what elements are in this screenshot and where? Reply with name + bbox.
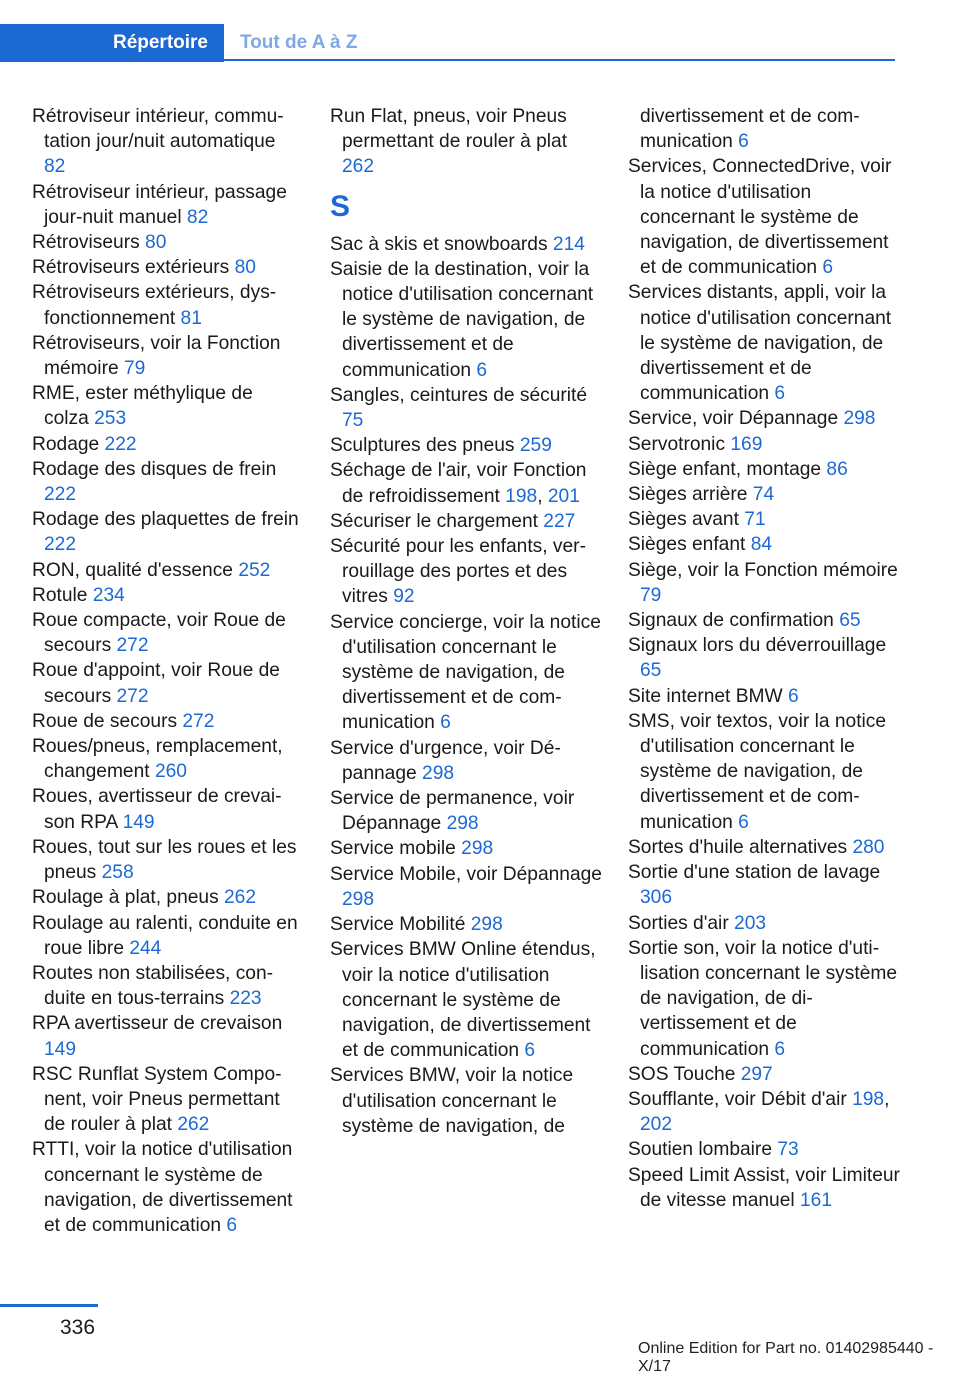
index-entry <box>330 836 602 861</box>
index-entry-text: RON, qualité d'essence <box>32 559 239 581</box>
index-entry <box>628 633 900 683</box>
index-entry-text: Rétroviseurs <box>32 232 146 254</box>
index-entry <box>32 835 300 885</box>
index-entry <box>32 709 300 734</box>
index-column-3 <box>628 104 900 1213</box>
index-entry <box>628 507 900 532</box>
page-link[interactable]: 203 <box>734 912 767 934</box>
index-entry-text: Service Mobile, voir Dépannage <box>330 863 602 885</box>
index-entry <box>32 583 300 608</box>
index-entry-text: Rotule <box>32 584 93 606</box>
page-link[interactable]: 161 <box>799 1189 832 1211</box>
index-entry <box>628 406 900 431</box>
index-entry <box>628 860 900 910</box>
index-entry-text: Service concierge, voir la notice d'utilisation concernant le système de navigation, de divertissement et de communication <box>330 611 601 734</box>
index-entry-text: Speed Limit Assist, voir Limiteur de vitesse manuel <box>628 1164 900 1211</box>
page-link[interactable]: 71 <box>744 509 766 531</box>
index-entry-text: Roues, avertisseur de crevaison RPA <box>32 786 282 833</box>
index-entry-text: Rétroviseur intérieur, commutation jour/nuit automatique <box>32 106 284 153</box>
index-entry-text: Sécuriser le chargement <box>330 510 544 532</box>
index-entry-text: Sièges avant <box>628 509 745 531</box>
index-entry <box>32 507 300 557</box>
index-entry-text: Rétroviseur intérieur, passage jour-nuit manuel <box>32 181 287 228</box>
index-entry <box>330 458 602 508</box>
index-entry <box>32 1137 300 1238</box>
index-entry-text: Routes non stabilisées, conduite en tous-terrains <box>32 962 274 1010</box>
page-link[interactable]: 6 <box>774 383 786 405</box>
page-link[interactable]: 6 <box>524 1040 536 1062</box>
page-link[interactable]: 298 <box>342 888 375 910</box>
index-entry <box>628 936 900 1062</box>
index-entry <box>32 255 300 280</box>
index-entry-text: Roulage à plat, pneus <box>32 887 225 909</box>
index-entry <box>32 381 300 431</box>
index-entry-text: Sièges enfant <box>628 534 751 556</box>
section-letter: S <box>330 189 351 223</box>
index-entry <box>32 457 300 507</box>
tab-repertoire-label: Répertoire <box>112 32 208 53</box>
index-entry-text: RME, ester méthylique de colza <box>32 383 253 430</box>
page-link[interactable]: 75 <box>342 410 364 432</box>
index-entry <box>628 432 900 457</box>
page-link[interactable]: 222 <box>44 534 77 556</box>
page-link[interactable]: 280 <box>852 836 885 858</box>
index-entry <box>628 911 900 936</box>
page-link[interactable]: 262 <box>224 887 257 909</box>
index-entry-text: Soutien lombaire <box>628 1139 778 1161</box>
page-link[interactable]: 6 <box>738 131 749 153</box>
index-entry-text: Rodage des disques de frein <box>32 458 277 480</box>
page-link[interactable]: 214 <box>552 233 585 255</box>
page-link[interactable]: 222 <box>44 484 77 506</box>
index-entry-text: Roues/pneus, remplacement, changement <box>32 736 283 783</box>
index-entry <box>628 1087 900 1137</box>
index-entry-text: Servotronic <box>628 433 731 455</box>
index-entry-text: RTTI, voir la notice d'utilisation concernant le système de navigation, de divertissement et de communication <box>32 1139 293 1236</box>
index-entry <box>32 558 300 583</box>
page-link[interactable]: 272 <box>116 635 149 657</box>
page-separator: , <box>884 1088 890 1110</box>
index-entry-text: Services BMW, voir la notice d'utilisation concernant le système de navigation, de <box>330 1065 574 1137</box>
index-entry-text: Site internet BMW <box>628 685 788 707</box>
index-entry-text: Service d'urgence, voir Dépannage <box>330 737 561 784</box>
index-entry <box>330 534 602 610</box>
index-entry-text: Run Flat, pneus, voir Pneus permettant de rouler à plat <box>330 106 568 153</box>
page-link[interactable]: 6 <box>476 359 488 381</box>
index-entry-text: Sortie d'une station de lavage <box>628 862 881 884</box>
page-link[interactable]: 92 <box>393 586 415 608</box>
index-entry-text: Sortes d'huile alternatives <box>628 836 853 858</box>
page-link[interactable]: 259 <box>519 435 552 457</box>
page-link[interactable]: 198 <box>852 1088 885 1110</box>
index-entry-text: Rétroviseurs, voir la Fonction mémoire <box>32 332 281 380</box>
page-number: 336 <box>60 1316 96 1339</box>
index-entry-text: Service, voir Dépannage <box>628 408 844 430</box>
index-entry-text: Signaux de confirmation <box>628 610 840 632</box>
index-entry-text: Rodage <box>32 433 105 455</box>
page-link[interactable]: 222 <box>104 433 137 455</box>
index-entry-text: Roue de secours <box>32 710 183 732</box>
index-entry <box>32 608 300 658</box>
page-link[interactable]: 298 <box>843 408 876 430</box>
index-entry <box>32 280 300 330</box>
index-entry-text: Sculptures des pneus <box>330 435 520 457</box>
page-link[interactable]: 79 <box>640 584 662 606</box>
page-link[interactable]: 201 <box>547 485 580 507</box>
page-link[interactable]: 6 <box>822 257 834 279</box>
edition-note: Online Edition for Part no. 01402985440 - X/17 <box>638 1340 934 1375</box>
tab-tout-de-a-a-z[interactable] <box>240 24 358 62</box>
page-link[interactable]: 258 <box>101 862 134 884</box>
index-entry <box>330 232 602 257</box>
page-link[interactable]: 198 <box>505 485 538 507</box>
tab-underline <box>224 59 895 61</box>
index-entry-text: Rétroviseurs extérieurs, dysfonctionnement <box>32 282 277 329</box>
index-entry <box>330 104 602 180</box>
page-link[interactable]: 227 <box>543 510 576 532</box>
index-entry-text: Roue compacte, voir Roue de secours <box>32 610 286 657</box>
page-link[interactable]: 234 <box>92 584 125 606</box>
index-entry-text: Services, ConnectedDrive, voir la notice d'utilisation concernant le système de navigation, de divertissement et de communication <box>628 156 892 279</box>
index-entry-text: Roue d'appoint, voir Roue de secours <box>32 660 280 707</box>
index-entry <box>628 1062 900 1087</box>
index-entry <box>628 532 900 557</box>
page-link[interactable]: 202 <box>640 1114 673 1136</box>
index-entry-text: Roues, tout sur les roues et les pneus <box>32 836 297 884</box>
index-entry <box>330 937 602 1063</box>
index-entry <box>628 482 900 507</box>
page-link[interactable]: 6 <box>440 712 451 734</box>
page-link[interactable]: 82 <box>186 206 209 228</box>
page-link[interactable]: 74 <box>752 484 775 506</box>
tab-tout-label: Tout de A à Z <box>240 32 358 53</box>
index-entry-text: Rodage des plaquettes de frein <box>32 509 299 531</box>
index-entry <box>32 331 300 381</box>
index-entry <box>628 1137 900 1162</box>
index-entry <box>32 911 300 961</box>
index-entry-text: Sac à skis et snowboards <box>330 233 553 255</box>
index-entry <box>628 104 900 154</box>
index-entry <box>330 1063 602 1139</box>
page-link[interactable]: 81 <box>180 307 202 329</box>
page-link[interactable]: 298 <box>461 838 494 860</box>
index-entry-text: RPA avertisseur de crevaison <box>32 1013 283 1035</box>
page-link[interactable]: 6 <box>738 811 749 833</box>
page-link[interactable]: 298 <box>422 762 455 784</box>
index-entry <box>330 912 602 937</box>
page-link[interactable]: 149 <box>44 1038 77 1060</box>
page-link[interactable]: 82 <box>44 156 66 178</box>
index-entry <box>330 257 602 383</box>
index-entry-text: Service Mobilité <box>330 914 471 936</box>
page-link[interactable]: 223 <box>229 988 262 1010</box>
page-link[interactable]: 65 <box>640 660 662 682</box>
index-entry <box>330 736 602 786</box>
index-entry-text: Sièges arrière <box>628 484 753 506</box>
index-entry <box>32 230 300 255</box>
index-entry <box>32 1062 300 1138</box>
index-entry <box>32 432 300 457</box>
index-entry-text: Sécurité pour les enfants, verrouillage des portes et des vitres <box>330 536 586 608</box>
index-entry-text: Signaux lors du déverrouillage <box>628 635 887 657</box>
index-entry-text: Services distants, appli, voir la notice d'utilisation concernant le système de navigation, de divertissement et de communication <box>628 282 892 405</box>
index-entry-text: divertissement et de communication <box>640 106 860 153</box>
index-entry-text: Séchage de l'air, voir Fonction de refroidissement <box>330 460 587 507</box>
index-entry-text: Siège enfant, montage <box>628 458 827 480</box>
index-entry-text: Soufflante, voir Débit d'air <box>628 1088 853 1110</box>
page-link[interactable]: 272 <box>182 710 215 732</box>
page-link[interactable]: 149 <box>122 811 155 833</box>
page-link[interactable]: 86 <box>826 458 848 480</box>
index-entry-text: Saisie de la destination, voir la notice d'utilisation concernant le système de navigation, de divertissement et de communication <box>330 258 594 381</box>
index-entry-text: Service mobile <box>330 838 462 860</box>
page-link[interactable]: 6 <box>787 685 799 707</box>
index-entry <box>330 786 602 836</box>
index-entry <box>628 154 900 280</box>
index-entry <box>330 383 602 433</box>
page-link[interactable]: 79 <box>123 358 146 380</box>
page-link[interactable]: 260 <box>154 761 187 783</box>
page-link[interactable]: 253 <box>94 408 127 430</box>
index-entry <box>32 104 300 180</box>
page-link[interactable]: 65 <box>839 610 861 632</box>
index-entry-text: Sangles, ceintures de sécurité <box>330 384 588 406</box>
index-entry <box>32 784 300 834</box>
index-entry <box>628 1163 900 1213</box>
index-entry <box>628 684 900 709</box>
index-entry-text: RSC Runflat System Component, voir Pneus permettant de rouler à plat <box>32 1063 282 1136</box>
index-entry-text: Service de permanence, voir Dépannage <box>330 788 575 835</box>
index-entry-text: Services BMW Online étendus, voir la notice d'utilisation concernant le système de navigation, de divertissement et de communication <box>330 939 596 1062</box>
index-entry <box>32 734 300 784</box>
index-entry <box>330 610 602 736</box>
page-link[interactable]: 298 <box>470 914 503 936</box>
index-entry <box>330 509 602 534</box>
index-entry-text: Rétroviseurs extérieurs <box>32 257 235 279</box>
index-entry <box>628 608 900 633</box>
index-entry <box>32 1011 300 1061</box>
index-entry <box>32 961 300 1011</box>
page-link[interactable]: 80 <box>145 232 167 254</box>
page-link[interactable]: 6 <box>226 1214 238 1236</box>
index-entry <box>628 558 900 608</box>
page-link[interactable]: 298 <box>446 813 479 835</box>
footer-rule <box>0 1304 98 1307</box>
page-link[interactable]: 84 <box>750 534 773 556</box>
index-entry <box>32 658 300 708</box>
page-link[interactable]: 6 <box>774 1038 786 1060</box>
index-entry <box>628 457 900 482</box>
page-link[interactable]: 244 <box>129 937 162 959</box>
index-entry-text: Siège, voir la Fonction mémoire <box>628 559 898 581</box>
page-link[interactable]: 297 <box>740 1063 773 1085</box>
index-entry-text: SOS Touche <box>628 1063 741 1085</box>
index-entry <box>628 835 900 860</box>
page-link[interactable]: 252 <box>238 559 271 581</box>
index-column-2 <box>330 104 602 1139</box>
tab-repertoire[interactable] <box>0 24 224 62</box>
index-column-1 <box>32 104 300 1238</box>
index-entry-text: Roulage au ralenti, conduite en roue libre <box>32 912 298 959</box>
index-entry <box>628 280 900 406</box>
page-separator: , <box>537 485 548 507</box>
index-entry <box>330 433 602 458</box>
index-entry <box>330 862 602 912</box>
index-entry-text: Sorties d'air <box>628 912 735 934</box>
page-link[interactable]: 272 <box>116 685 149 707</box>
index-entry <box>628 709 900 835</box>
index-entry <box>32 180 300 230</box>
header-tabs <box>0 24 895 62</box>
index-entry <box>32 885 300 910</box>
index-entry-text: Sortie son, voir la notice d'utilisation concernant le système de navigation, de divertissement et de communication <box>628 937 898 1060</box>
page-link[interactable]: 73 <box>777 1139 799 1161</box>
page-link[interactable]: 306 <box>640 887 673 909</box>
page-link[interactable]: 262 <box>177 1114 210 1136</box>
page-link[interactable]: 262 <box>342 156 375 178</box>
page-link[interactable]: 169 <box>730 433 763 455</box>
index-entry-text: SMS, voir textos, voir la notice d'utilisation concernant le système de navigation, de divertissement et de communication <box>628 710 887 833</box>
page-link[interactable]: 80 <box>234 257 256 279</box>
